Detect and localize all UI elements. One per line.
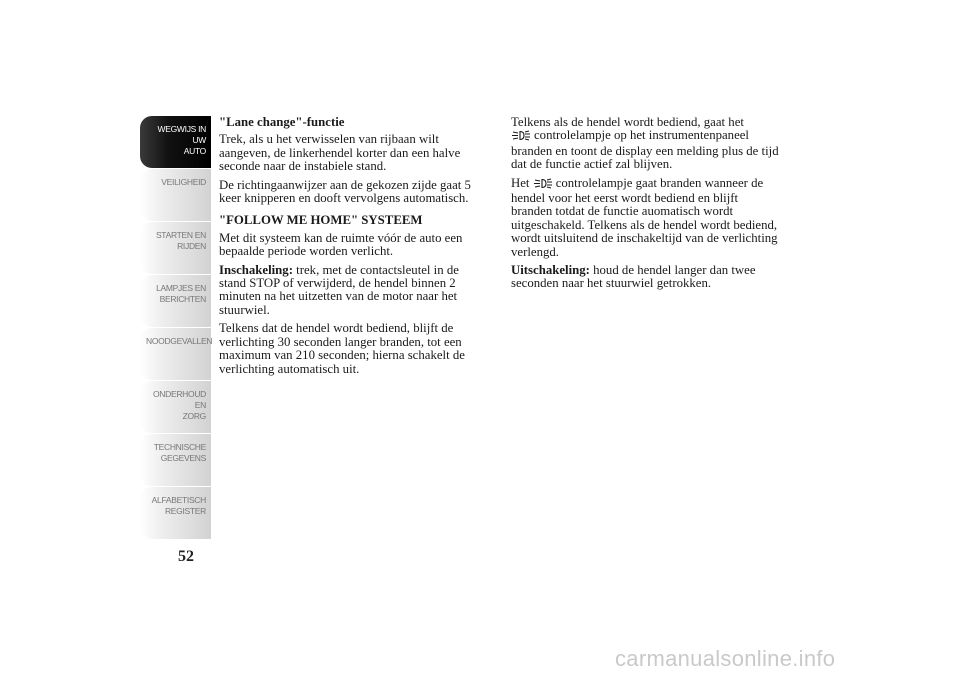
page-number: 52	[178, 548, 194, 565]
right-column	[511, 116, 781, 296]
tab-label: ALFABETISCH REGISTER	[151, 495, 206, 516]
paragraph: Met dit systeem kan de ruimte vóór de auto een bepaalde periode worden verlicht.	[219, 230, 463, 259]
tab-label: VEILIGHEID	[161, 177, 206, 187]
paragraph: Telkens dat de hendel wordt bediend, blijft de verlichting 30 seconden langer branden, tot een maximum van 210 seconden; hierna schakelt de verlichting automatisch uit.	[219, 321, 465, 376]
tab-label: LAMPJES EN BERICHTEN	[156, 283, 206, 304]
tab-technische-gegevens[interactable]	[140, 434, 211, 486]
section-heading-lane-change: "Lane change"-functie	[219, 115, 345, 129]
follow-me-home-lamp-icon	[511, 130, 533, 144]
section-heading-follow-me-home: "FOLLOW ME HOME" SYSTEEM	[219, 213, 423, 228]
uitschakeling-text: houd de hendel langer dan twee seconden naar het stuurwiel getrokken.	[511, 263, 756, 291]
paragraph-inschakeling	[219, 264, 489, 318]
text: controlelampje gaat branden wanneer de hendel voor het eerst wordt bediend en blijft branden totdat de functie auomatisch wordt uitgeschakeld. Telkens als de hendel wordt bediend, wordt uitsluitend de inschakeltijd van de verlichting verlengd.	[511, 175, 778, 259]
tab-onderhoud-en-zorg[interactable]	[140, 381, 211, 433]
tab-veiligheid[interactable]	[140, 169, 211, 221]
left-column	[219, 116, 489, 381]
tab-label: WEGWIJS IN UW AUTO	[157, 124, 206, 156]
text: Telkens als de hendel wordt bediend, gaat het	[511, 115, 744, 129]
paragraph: De richtingaanwijzer aan de gekozen zijde gaat 5 keer knipperen en dooft vervolgens automatisch.	[219, 177, 471, 206]
tab-label: ONDERHOUD EN ZORG	[152, 389, 206, 421]
tab-starten-en-rijden[interactable]	[140, 222, 211, 274]
inschakeling-text: trek, met de contactsleutel in de stand STOP of verwijderd, de hendel binnen 2 minuten na het uitzetten van de motor naar het stuurwiel.	[219, 262, 459, 317]
paragraph-lamp-2	[511, 177, 781, 259]
uitschakeling-label: Uitschakeling:	[511, 263, 590, 278]
inschakeling-label: Inschakeling:	[219, 262, 293, 277]
chapter-sidebar	[140, 116, 211, 540]
tab-noodgevallen[interactable]	[140, 328, 211, 380]
tab-label: TECHNISCHE GEGEVENS	[153, 442, 206, 463]
text: controlelampje op het instrumentenpaneel branden en toont de display een melding plus de tijd dat de functie actief zal blijven.	[511, 128, 779, 172]
tab-wegwijs-in-uw-auto[interactable]	[140, 116, 211, 168]
paragraph-uitschakeling	[511, 264, 781, 291]
paragraph: Trek, als u het verwisselen van rijbaan wilt aangeven, de linkerhendel korter dan een halve seconde naar de instabiele stand.	[219, 132, 461, 174]
tab-label: STARTEN EN RIJDEN	[155, 230, 206, 251]
follow-me-home-lamp-icon	[533, 178, 555, 192]
tab-lampjes-en-berichten[interactable]	[140, 275, 211, 327]
tab-label: NOODGEVALLEN	[146, 336, 213, 346]
paragraph-lamp-1	[511, 116, 781, 172]
text: Het	[511, 175, 530, 190]
tab-alfabetisch-register[interactable]	[140, 487, 211, 539]
watermark: carmanualsonline.info	[615, 646, 836, 671]
